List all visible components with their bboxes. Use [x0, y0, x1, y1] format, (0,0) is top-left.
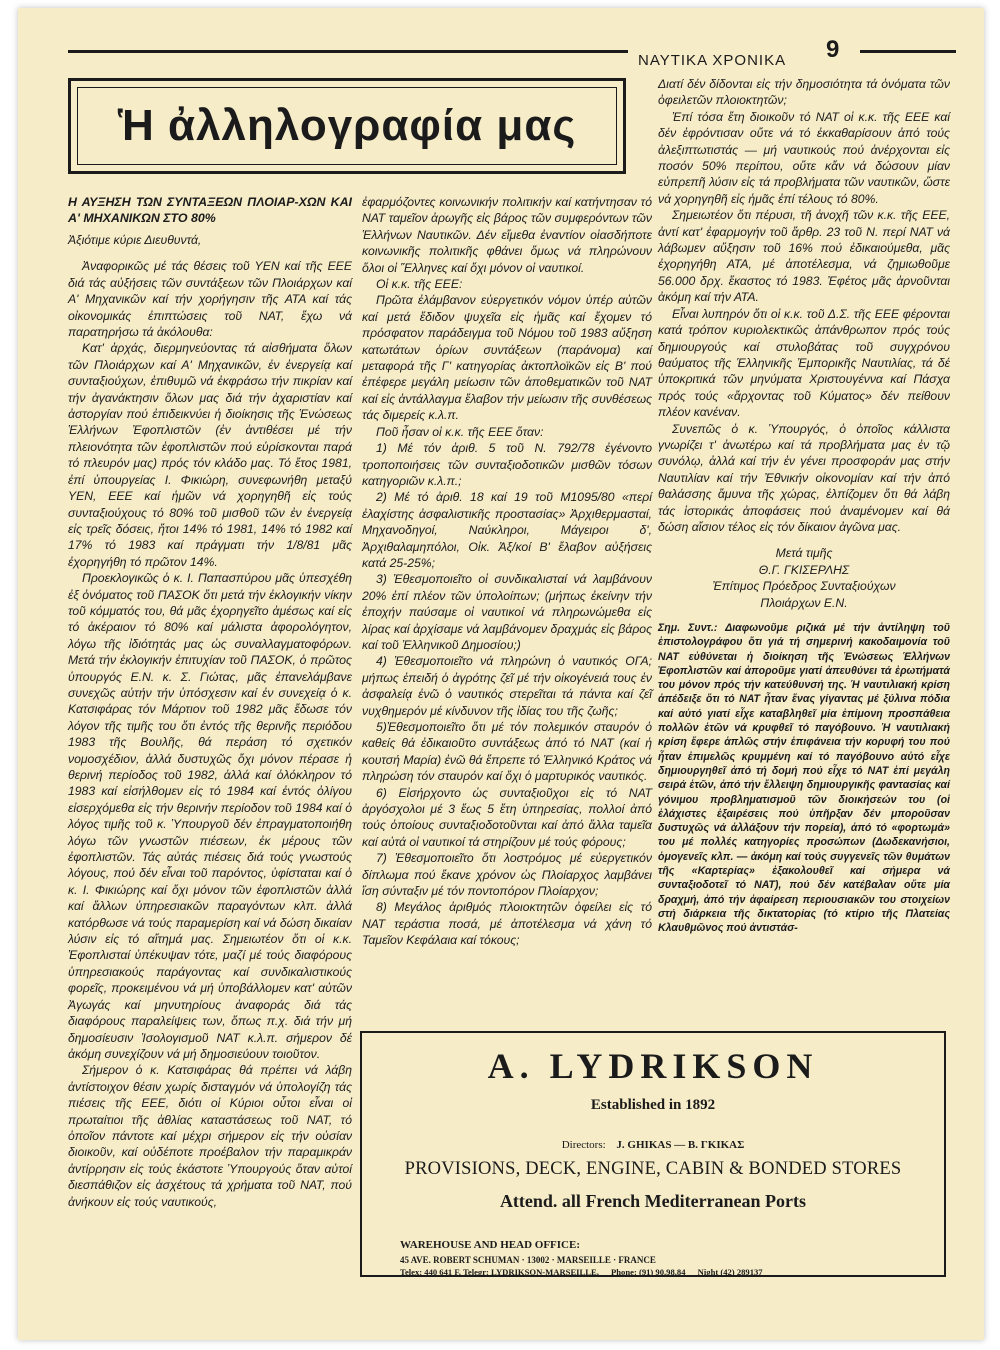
ad-directors-label: Directors: — [561, 1139, 606, 1151]
paragraph: Προεκλογικῶς ὁ κ. Ι. Παπασπύρου μᾶς ὑπεσχέθη ἐξ ὀνόματος τοῦ ΠΑΣΟΚ ὅτι μετά τήν ἐκλογικήν νίκην τοῦ κόμματός του, θά μᾶς ἐχορηγεῖτο ἀμέσως καί εἰς τό ἀκέραιον τό 80% καί μάλιστα ἀφορολόγητον, λόγω τῆς ἰδιότητάς μας ὡς συναλλαγματοφόρων. Μετά τήν ἐκλογικήν ἐπιτυχίαν τοῦ ΠΑΣΟΚ, ὁ πρῶτος ὑπουργός Ε.Ν. κ. Σ. Γιώτας, μᾶς ἐπανελάμβανε συνεχῶς αὐτήν τήν ὑπόσχεσιν καί ἐν συνεχείᾳ ὁ κ. Κατσιφάρας τόν Μάρτιον τοῦ 1982 μᾶς ἔδωσε τόν λόγον τῆς τιμῆς του ὅτι ἐντός τῆς θερινῆς περιόδου 1983 τῆς Βουλῆς, θά περάση τό σχετικόν νομοσχέδιον, ἀλλά δυστυχῶς ὄχι μόνον πέρασε ἡ θερινή περίοδος τοῦ 1982, ἀλλά καί ὁλόκληρον τό 1983 καί εἰσήλθομεν εἰς τό 1984 καί ἐντός ὀλίγου εἰσερχόμεθα εἰς τήν θερινήν περίοδον τοῦ 1984 καί ὁ λόγος τιμῆς τοῦ κ. Ὑπουργοῦ δέν ἐπραγματοποιήθη λόγω τῶν γνωστῶν πιέσεων, ἐκ μέρους τῶν ἐφοπλιστῶν. Τάς αὐτάς πιέσεις διά τούς γνωστούς λόγους, πού δέν εἶναι τοῦ παρόντος, ὑφίσταται καί ὁ κ. Ι. Φικιώρης καί ὄχι μόνον τῶν ἐφοπλιστῶν ἀλλά καί ἄλλων ὑπηρεσιακῶν παραγόντων κλπ. ἀλλά κατόρθωσε νά τούς παραμερίση καί νά δώση δικαίαν λύσιν εἰς τό αἴτημά μας. Σημειωτέον ὅτι οἱ κ.κ. Ἐφοπλισταί ὑπέκυψαν τότε, μαζί μέ τούς διαφόρους ὑπηρεσιακούς παράγοντας καί συνδικαλιστικούς φορεῖς, προκειμένου νά μή ὑποβάλλομεν κατ' αὐτῶν Ἀγωγάς καί μηνυτηρίους ἀναφοράς διά τάς διαφόρους παραλείψεις των, ὅπως π.χ. διά τήν μή δημοσίευσιν Ἰσολογισμοῦ ΝΑΤ κ.λ.π. σήμερον δέ ἀκόμη συνεχίζουν νά μή δημοσιεύουν τοιοῦτον. — [68, 571, 352, 1061]
paragraph: 7) Ἐθεσμοποιεῖτο ὅτι λοστρόμος μέ εὐεργετικόν δίπλωμα πού ἔκανε χρόνον ὡς Πλοίαρχος λαμβάνει ἴση σύνταξιν μέ τόν ποντοπόρον Πλοίαρχον; — [362, 851, 652, 899]
ad-address: 45 AVE. ROBERT SCHUMAN · 13002 · MARSEILLE · FRANCE — [400, 1255, 656, 1265]
paragraph: Σήμερον ὁ κ. Κατσιφάρας θά πρέπει νά λάβη ἀντίστοιχον θέσιν χωρίς δισταγμόν νά ὑπολογίζη τάς πιέσεις τῆς ΕΕΕ, διότι οἱ Κύριοι οὗτοι εἶναι οἱ πρωταίτιοι τῆς ἀθλίας καταστάσεως τοῦ ΝΑΤ, τό ὁποῖον πάντοτε καί μέχρι σήμερον εἰς τήν οὐσίαν διοικοῦν, καί οὐδέποτε προέβαλον τήν παραμικράν ἀντίρρησιν εἰς τούς ἑκάστοτε Ὑπουργούς ὅταν αὐτοί διεσπάθιζον εἰς ἀσχέτους τά χρήματα τοῦ ΝΑΤ, πού ἀνήκουν εἰς τούς ναυτικούς, — [68, 1063, 352, 1209]
paragraph: ἐφαρμόζοντες κοινωνικήν πολιτικήν καί κατήντησαν τό ΝΑΤ ταμεῖον ἀρωγῆς εἰς βάρος τῶν συμφερόντων τῶν Ἑλλήνων Ναυτικῶν. Δέν εἴμεθα ἐναντίον οἱασδήποτε κοινωνικῆς πολιτικῆς φθάνει ὅμως νά πληρώνουν ὅλοι οἱ Ἕλληνες καί ὄχι μόνον οἱ ναυτικοί. — [362, 195, 652, 275]
paragraph: 6) Εἰσήρχοντο ὡς συνταξιοῦχοι εἰς τό ΝΑΤ ἀργόσχολοι μέ 3 ἕως 5 ἔτη ὑπηρεσίας, πολλοί ἀπό τούς ὁποίους συνταξιοδοτοῦνται καί ἀπό ἄλλα ταμεῖα καί αὐτά οἱ ναυτικοί τά στηρίζουν μέ τούς φόρους; — [362, 785, 652, 849]
paragraph: Ἐπί τόσα ἔτη διοικοῦν τό ΝΑΤ οἱ κ.κ. τῆς ΕΕΕ καί δέν ἐφρόντισαν οὔτε νά τό ἐκκαθαρίσουν ἀπό τούς ἀλεξιπτωτιστάς — μή ναυτικούς πού ἀνέρχονται εἰς ποσόν 50% περίπου, οὔτε κἄν νά δώσουν μίαν εὐπρεπῆ λύσιν εἰς τά προβλήματα τῶν ναυτικῶν, ὥστε νά χορηγηθῆ εἰς ἡμᾶς ἐπί τέλους τό 80%. — [658, 109, 950, 206]
ad-directors-names: J. GHIKAS — B. ΓΚΙΚΑΣ — [616, 1139, 745, 1151]
paragraph: Σημειωτέον ὅτι πέρυσι, τῆ ἀνοχῆ τῶν κ.κ. τῆς ΕΕΕ, ἀντί κατ' ἐφαρμογήν τοῦ ἄρθρ. 23 τοῦ Ν. περί ΝΑΤ νά λάβωμεν αὔξησιν τοῦ 16% πού ἐδικαιούμεθα, μᾶς ἐχορηγήθη ΑΤΑ, μέ ἀποτέλεσμα, νά ζημιωθοῦμε 56.000 δρχ. ἕκαστος τό 1983. Ἐφέτος μᾶς ἀρνοῦνται ἀκόμη καί τήν ΑΤΑ. — [658, 208, 950, 305]
paragraph: Κατ' ἀρχάς, διερμηνεύοντας τά αἰσθήματα ὅλων τῶν Πλοιάρχων καί Α' Μηχανικῶν, ἐν ἐνεργείᾳ καί συνταξιούχων, ἐπιθυμῶ νά ἐκφράσω τήν πικρίαν καί τήν ἀγανάκτησιν ὅλων μας διά τήν ἀχαριστίαν καί ἀστοργίαν πού ἐπιδεικνύει ἡ διοίκησις τῆς Ἑνώσεως Ἑλλήνων Ἐφοπλιστῶν (ἐν ἀντιθέσει μέ τήν πλειονότητα τῶν ἐφοπλιστῶν πού εὑρίσκονται παρά τό πλευρόν μας) πρός τόν κλάδο μας. Τό ἔτος 1981, ἐπί ὑπουργείας Ι. Φικιώρη, συνεφωνήθη μεταξύ ΥΕΝ, ΕΕΕ καί ἡμῶν νά χορηγηθῆ εἰς τούς συνταξιούχους τό 80% τοῦ μισθοῦ τῶν ἐν ἐνεργείᾳ εἰς τρεῖς δόσεις, ἤτοι 14% τό 1981, 14% τό 1982 καί 17% τό 1983 καί πράγματι τήν 1/8/81 μᾶς ἐχορηγήθη τό πρῶτον 14%. — [68, 341, 352, 569]
article-column-1 — [68, 194, 352, 1334]
newspaper-page — [18, 8, 984, 1340]
signature-role: Ἐπίτιμος Πρόεδρος Συνταξιούχων — [712, 579, 896, 594]
paragraph: 4) Ἐθεσμοποιεῖτο νά πληρώνη ὁ ναυτικός ΟΓΑ; μήπως ἐπειδή ὁ ἀγρότης ζεῖ μέ τήν οἰκογένειά τους ἐν ἀσφαλείᾳ ἐνῶ ὁ ναυτικός στερεῖται τά πάντα καί ζεῖ νυχθημερόν μέ κίνδυνον τῆς ἰδίας του τῆς ζωῆς; — [362, 654, 652, 718]
editor-note: Σημ. Συντ.: Διαφωνοῦμε ριζικά μέ τήν ἀντίληψη τοῦ ἐπιστολογράφου ὅτι γιά τή σημερινή κακοδαιμονία τοῦ ΝΑΤ εὐθύνεται ἡ διοίκηση τῆς Ἑνώσεως Ἑλλήνων Ἐφοπλιστῶν καί ἀποροῦμε γιατί ἀπευθύνει τά ἐρωτήματά του μόνον πρός τήν κατεύθυνσή της. Ἡ ναυτιλιακή κρίση ἀπέδειξε ὅτι τό ΝΑΤ ἦταν ἕνας γίγαντας μέ ξύλινα πόδια καί αὐτό γιατί εἶχε καταβληθεῖ μία ἐπίμονη προσπάθεια πολλῶν ἐτῶν νά κρυφθεῖ τό παγόβουνο. Ἡ ναυτιλιακή κρίση ἔφερε ἁπλῶς στήν ἐπιφάνεια τήν κορυφή του πού ἦταν ἐπιμελῶς κρυμμένη καί τό παγόβουνο αὐτό εἶχε δημιουργηθεῖ ἀπό τή δομή πού εἶχε τό ΝΑΤ ἐπί μεγάλη σειρά ἐτῶν, ἀπό τήν ἔλλειψη δημιουργικῆς φαντασίας καί γόνιμου προβληματισμοῦ τῶν διοικήσεών του (οἱ ἐλάχιστες ἐξαιρέσεις πού ὑπῆρξαν δέν μποροῦσαν δυστυχῶς νά ἀλλάξουν τήν πορεία), ἀπό τό «φορτωμά» του μέ πολλές κατηγορίες προσώπων (Δωδεκανήσιοι, ὁμογενεῖς κλπ. — ἀκόμη καί τούς συγγενεῖς τῶν θυμάτων τῆς «Καρτερίας» ἐξακολουθεῖ καί σήμερα νά συνταξιοδοτεῖ τό ΝΑΤ), πού δέν κατέβαλαν οὔτε μία δραχμή, ἀπό τήν ἀφαίρεση περιουσιακῶν του στοιχείων στή διάρκεια τῆς δικτατορίας (τό κτίριο τῆς Πλατείας Κλαυθμῶνος πού ἀντιστάσ- — [658, 622, 950, 935]
section-title: Ἡ ἀλληλογραφία μας — [77, 87, 617, 165]
ad-services: PROVISIONS, DECK, ENGINE, CABIN & BONDED STORES — [404, 1159, 902, 1179]
header-rule-right — [860, 50, 956, 53]
article-headline: Η ΑΥΞΗΣΗ ΤΩΝ ΣΥΝΤΑΞΕΩΝ ΠΛΟΙΑΡ-ΧΩΝ ΚΑΙ Α' ΜΗΧΑΝΙΚΩΝ ΣΤΟ 80% — [68, 195, 352, 225]
paragraph: 8) Μεγάλος ἀριθμός πλοιοκτητῶν ὀφείλει εἰς τό ΝΑΤ τεράστια ποσά, μέ ἀποτέλεσμα νά χάνη τό Ταμεῖον Κεφάλαια καί τόκους; — [362, 900, 652, 948]
paragraph: 3) Ἐθεσμοποιεῖτο οἱ συνδικαλισταί νά λαμβάνουν 20% ἐπί πλέον τῶν ὑπολοίπων; (μήπως ἐκείνην τήν ἐποχήν παύσαμε οἱ ναυτικοί νά πληρωνώμεθα εἰς λίρας καί ἀρχίσαμε νά λαμβάνομεν δραχμάς εἰς βάρος καί τοῦ Ἑλληνικοῦ Δημοσίου;) — [362, 572, 652, 652]
paragraph: Εἶναι λυπηρόν ὅτι οἱ κ.κ. τοῦ Δ.Σ. τῆς ΕΕΕ φέρονται κατά τρόπον κυριολεκτικῶς ἀπάνθρωπον πρός τούς δημιουργούς καί στυλοβάτας τοῦ συγχρόνου θαύματος τῆς Ἑλληνικῆς Ἐμπορικῆς Ναυτιλίας, τά δέ ὑποκριτικά τῶν μηνύματα Χριστουγέννα καί Πάσχα πρός τούς «ἄρχοντας τοῦ Κύματος» δέν πείθουν πλέον κανέναν. — [658, 306, 950, 420]
header-rule-left — [68, 50, 628, 53]
paragraph: 2) Μέ τό ἀριθ. 18 καί 19 τοῦ Μ1095/80 «περί ἐλαχίστης ἀσφαλιστικῆς προστασίας» Ἀρχιθερμασταί, Μηχανοδηγοί, Ναύκληροι, Μάγειροι δ', Ἀρχιθαλαμηπόλοι, Οἰκ. Ἀξ/κοί Β' ἔλαβον αὐξήσεις κατά 25-25%; — [362, 490, 652, 570]
ad-established: Established in 1892 — [590, 1097, 716, 1113]
ad-telex: Telex: 440 641 F, Telegr: LYDRIKSON-MARSEILLE, — [400, 1267, 599, 1277]
ad-ports: Attend. all French Mediterranean Ports — [499, 1191, 807, 1211]
signature-role: Πλοιάρχων Ε.Ν. — [760, 595, 848, 610]
ad-night: Night (42) 289137 — [697, 1267, 763, 1277]
ad-company-name: A. LYDRIKSON — [487, 1046, 819, 1086]
paragraph: Ποῦ ἦσαν οἱ κ.κ. τῆς ΕΕΕ ὅταν: — [376, 424, 544, 439]
signature-closing: Μετά τιμῆς — [775, 546, 833, 561]
article-column-3 — [658, 76, 950, 1026]
paragraph: 5)Ἐθεσμοποιεῖτο ὅτι μέ τόν πολεμικόν σταυρόν ὁ καθείς θά ἐδικαιοῦτο συντάξεως ἀπό τό ΝΑΤ (καί ἡ κουτσή Μαρία) ἐνῶ θά ἔπρεπε τό Ἑλληνικό Κράτος νά πληρώση τόν σταυρόν καί ὄχι ὁ μαρτυρικός ναυτικός. — [362, 720, 652, 784]
paragraph: Ἀναφορικῶς μέ τάς θέσεις τοῦ ΥΕΝ καί τῆς ΕΕΕ διά τάς αὐξήσεις τῶν συντάξεων τῶν Πλοιάρχων καί Α' Μηχανικῶν καί τήν χορήγησιν τῆς ΑΤΑ καί τάς οἰκονομικάς ἐπιπτώσεις τοῦ ΝΑΤ, ἔχω νά παρατηρήσω τά ἀκόλουθα: — [68, 259, 352, 340]
paragraph: Διατί δέν δίδονται εἰς τήν δημοσιότητα τά ὀνόματα τῶν ὀφειλετῶν πλοιοκτητῶν; — [658, 77, 950, 108]
section-title-box — [68, 78, 626, 174]
ad-directors — [362, 1139, 944, 1151]
article-column-2 — [362, 194, 652, 1024]
ad-phone: Phone: (91) 90.98.84 — [611, 1267, 686, 1277]
header-title: ΝΑΥΤΙΚΑ ΧΡΟΝΙΚΑ — [638, 52, 787, 69]
page-number: 9 — [826, 36, 840, 63]
paragraph: Πρῶτα ἐλάμβανον εὐεργετικόν νόμον ὑπέρ αὐτῶν καί μετά ἔδιδον ψυχεῖα εἰς ἡμᾶς καί ἔχομεν τό πρόσφατον παράδειγμα τοῦ Νόμου τοῦ 1983 αὔξηση κατωτάτων ὁρίων συντάξεων (παράνομα) καί μεταφορά τῆς Γ' κατηγορίας ἀκτοπλοϊκῶν εἰς Β' πού ἐπέφερε μεγάλη μείωσιν τῶν ἀποθεματικῶν τοῦ ΝΑΤ καί εἰς ἀντάλλαγμα ἔλαβον τήν μείωσιν τῆς συνθέσεως τάς διμερείς κ.λ.π. — [362, 293, 652, 423]
advertisement-box — [360, 1031, 946, 1277]
salutation: Ἀξιότιμε κύριε Διευθυντά, — [68, 233, 202, 247]
paragraph: 1) Μέ τόν ἀριθ. 5 τοῦ Ν. 792/78 ἐγένοντο τροποποιήσεις τῶν συνταξιοδοτικῶν μισθῶν τόσων κατηγοριῶν κ.λ.π.; — [362, 441, 652, 488]
ad-office-label: WAREHOUSE AND HEAD OFFICE: — [400, 1239, 580, 1251]
signature-name: Θ.Γ. ΓΚΙΣΕΡΛΗΣ — [758, 562, 850, 577]
ad-contact — [400, 1267, 773, 1277]
paragraph: Οἱ κ.κ. τῆς ΕΕΕ: — [376, 277, 463, 292]
paragraph: Συνεπῶς ὁ κ. Ὑπουργός, ὁ ὁποῖος κάλλιστα γνωρίζει τ' ἀνωτέρω καί τά προβλήματα μας ἐν τῷ συνόλῳ, ἀλλά καί τήν ἐν γένει προσφοράν μας στήν Ναυτιλίαν καί τήν Ἐθνικήν οἰκονομίαν καί τήν ἀπό θαλάσσης ἄμυνα τῆς χώρας, ἐλπίζομεν ὅτι θά λάβη τάς ἱστορικάς ἀποφάσεις πού ἀναμένομεν καί θά δώση αἴσιον τέλος εἰς τόν δίκαιον ἀγῶνα μας. — [658, 421, 950, 534]
